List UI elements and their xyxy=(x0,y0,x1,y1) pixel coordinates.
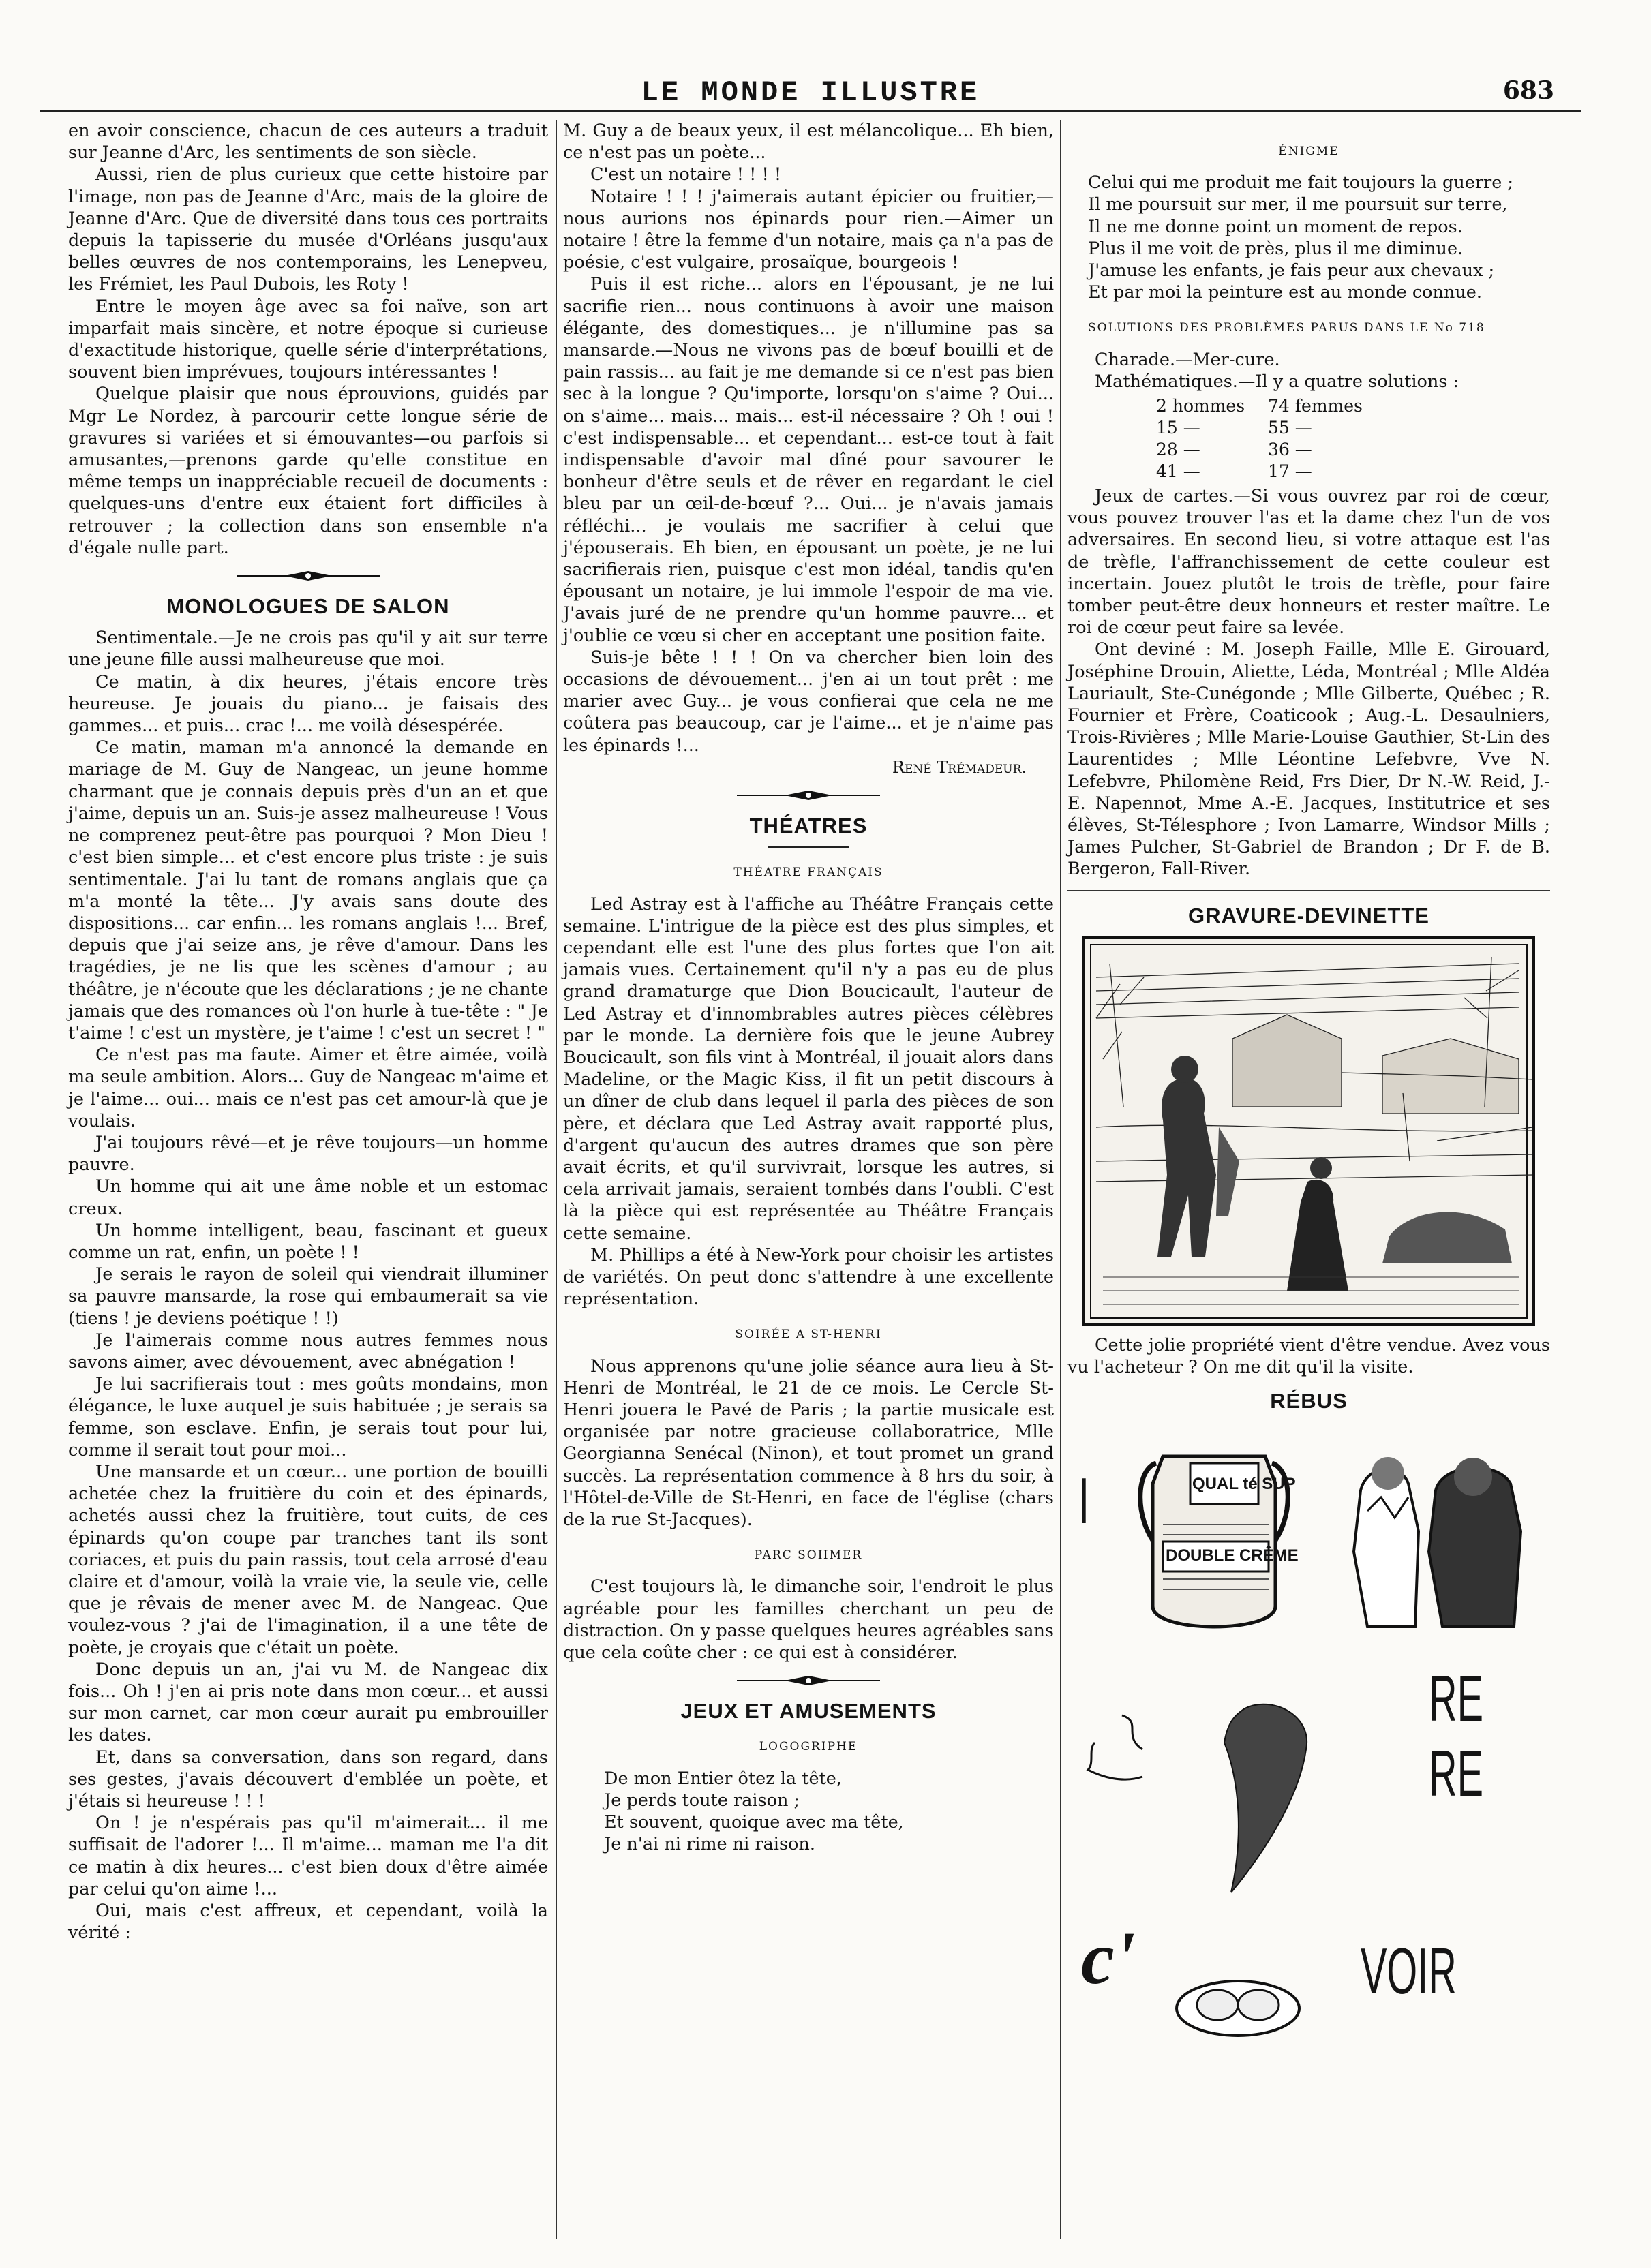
article-paragraph: On ! je n'espérais pas qu'il m'aimerait... il me suffisait de l'adorer !... Il m'aime... maman me l'a dit ce matin à dix heures... c'est bien doux d'être aimée par celui qu'on aime !... xyxy=(68,1813,548,1899)
solution-charade: Charade.—Mer-cure. xyxy=(1095,349,1280,370)
article-paragraph: M. Phillips a été à New-York pour choisir les artistes de variétés. On peut donc s'attendre à une excellente représentation. xyxy=(563,1244,1054,1310)
article-paragraph: C'est toujours là, le dimanche soir, l'endroit le plus agréable pour les familles cherchant un peu de distraction. On y passe quelques heures agréables sans que cela coûte cher : ce qui est à considérer. xyxy=(563,1576,1054,1663)
table-row: 15 — 55 — xyxy=(1156,418,1312,438)
article-paragraph: Une mansarde et un cœur... une portion de bouilli achetée chez la fruitière du coin et des épinards, achetés aussi chez la fruitière, tout cuits, de ces épinards qu'on coupe par tranches tant ils sont coriaces, et puis du pain rassis, tout cela arrosé d'eau claire et d'amour, voilà la vraie vie, la seule vie, celle que je rêvais de mener avec M. de Nangeac. Que voulez-vous ? j'ai de l'imagination, il a une tête de poète, je croyais que c'était un poète. xyxy=(68,1461,548,1658)
poem-line: J'amuse les enfants, je fais peur aux chevaux ; xyxy=(1088,260,1495,281)
header-rule xyxy=(40,110,1581,112)
poem-line: Celui qui me produit me fait toujours la guerre ; xyxy=(1088,172,1514,194)
poem-line: Il ne me donne point un moment de repos. xyxy=(1088,216,1463,237)
rebus-text-re-1: RE xyxy=(1429,1661,1484,1735)
article-paragraph: Un homme intelligent, beau, fascinant et gueux comme un rat, enfin, un poète ! ! xyxy=(68,1220,548,1263)
monologue-continued xyxy=(563,120,1054,756)
article-paragraph: Notaire ! ! ! j'aimerais autant épicier ou fruitier,—nous aurions nos épinards pour rien.—Aimer un notaire ! être la femme d'un notaire, mais ça n'a pas de poésie, c'est vulgaire, prosaïque, bourgeois ! xyxy=(563,186,1054,273)
column-2 xyxy=(563,120,1054,1855)
rebus-text-voir: VOIR xyxy=(1361,1934,1457,2008)
article-paragraph: Puis il est riche... alors en l'épousant, je ne lui sacrifie rien... nous continuons à avoir une maison élégante, des domestiques... je n'illumine pas sa mansarde.—Nous ne vivons pas de bœuf bouilli et de pain rassis... au fait je me demande si ce n'est pas bien sec à la longue ? Qu'importe, lorsqu'on s'aime ? Oui... on s'aime... mais... mais... est-il nécessaire ? Oh ! oui ! c'est indispensable... et cependant... est-ce tout à fait indispensable d'avoir mal dîné pour savourer le bonheur d'être seuls et de rêver en regardant le ciel bleu par un œil-de-bœuf ?... Oui... je n'avais jamais réfléchi... je voulais me sacrifier à celui que j'épouserais. Eh bien, en épousant un poète, je ne lui sacrifierais rien, puisque c'est mon idéal, tandis qu'en épousant un notaire, je lui immole l'espoir de ma vie. J'avais juré de ne prendre qu'un homme pauvre... et j'oublie ce vœu si cher en acceptant une position faite. xyxy=(563,274,1054,646)
poem-line: Je perds toute raison ; xyxy=(604,1790,800,1811)
rebus-letter-c: c' xyxy=(1081,1916,1136,1999)
column-3 xyxy=(1067,120,1550,2104)
subheading-soiree: SOIRÉE A ST-HENRI xyxy=(735,1328,882,1342)
poem-line: De mon Entier ôtez la tête, xyxy=(604,1768,843,1789)
newspaper-title: LE MONDE ILLUSTRE xyxy=(641,76,980,109)
article-paragraph: Aussi, rien de plus curieux que cette histoire par l'image, non pas de Jeanne d'Arc, mais de la gloire de Jeanne d'Arc. Que de diversité dans tous ces portraits depuis la tapisserie du musée d'Orléans jusqu'aux belles œuvres de nos contemporains, les Lenepveu, les Frémiet, les Paul Dubois, les Roty ! xyxy=(68,164,548,295)
gravure-caption: Cette jolie propriété vient d'être vendue. Avez vous vu l'acheteur ? On me dit qu'il la visite. xyxy=(1067,1334,1550,1378)
subheading-enigme: ÉNIGME xyxy=(1278,144,1339,158)
article-paragraph: en avoir conscience, chacun de ces auteurs a traduit sur Jeanne d'Arc, les sentiments de son siècle. xyxy=(68,121,548,164)
article-paragraph: Je l'aimerais comme nous autres femmes nous savons aimer, avec dévouement, avec abnégation ! xyxy=(68,1330,548,1373)
subheading-parc-sohmer: PARC SOHMER xyxy=(754,1548,863,1563)
two-men-icon xyxy=(1340,1450,1545,1640)
article-paragraph: Quelque plaisir que nous éprouvions, guidés par Mgr Le Nordez, à parcourir cette longue série de gravures si variées et si émouvantes—ou parfois si amusantes,—prenons garde qu'elle constitue en même temps un inappréciable recueil de documents : quelques-uns d'entre eux étaient fort difficiles à retrouver ; la collection dans son ensemble n'a d'égale nulle part. xyxy=(68,384,548,558)
column-divider-1 xyxy=(556,120,557,2239)
page-header xyxy=(40,76,1581,110)
section-heading-gravure: GRAVURE-DEVINETTE xyxy=(1187,903,1429,928)
solution-cartes: Jeux de cartes.—Si vous ouvrez par roi de cœur, vous pouvez trouver l'as et la dame chez l'un de vos adversaires. En second lieu, si votre attaque est l'as de trèfle, l'affranchissement de cette couleur est incertain. Jouez plutôt le trois de trèfle, pour faire tomber peut-être deux honneurs et rester maître. Le roi de cœur peut faire sa levée. xyxy=(1067,486,1550,639)
article-paragraph: Suis-je bête ! ! ! On va chercher bien loin des occasions de dévouement... j'en ai un tout prêt : me marier avec Guy... je vous confierai que cela ne me coûtera pas beaucoup, car je l'aime... et je n'aime pas les épinards !... xyxy=(563,647,1054,756)
article-paragraph: M. Guy a de beaux yeux, il est mélancolique... Eh bien, ce n'est pas un poète... xyxy=(563,121,1054,164)
poem-line: Et souvent, quoique avec ma tête, xyxy=(604,1812,904,1833)
subheading-solutions: SOLUTIONS DES PROBLÈMES PARUS DANS LE No 718 xyxy=(1088,321,1485,335)
rebus-text-re-2: RE xyxy=(1429,1736,1484,1810)
jar-label-bottom: DOUBLE CRÊME xyxy=(1166,1546,1299,1565)
poem-line: Plus il me voit de près, plus il me diminue. xyxy=(1088,238,1464,259)
author-signature: René Trémadeur. xyxy=(892,757,1027,777)
rebus-letter-i: I xyxy=(1078,1464,1090,1537)
article-paragraph: Oui, mais c'est affreux, et cependant, voilà la vérité : xyxy=(68,1901,548,1944)
ornament-divider xyxy=(737,1674,880,1687)
short-rule xyxy=(768,846,849,848)
article-paragraph: Led Astray est à l'affiche au Théâtre Français cette semaine. L'intrigue de la pièce est des plus simples, et cependant elle est l'une des plus fortes que l'on ait jamais vues. Certainement qu'il n'y a pas eu de plus grand dramaturge que Dion Boucicault, l'auteur de Led Astray et d'innombrables autres pièces célèbres par le monde. La dernière fois que le jeune Aubrey Boucicault, son fils vint à Montréal, il jouait alors dans Madeline, or the Magic Kiss, il fit un petit discours à un dîner de club dans lequel il parla des pièces de son père, et déclara que Led Astray avait rapporté plus, d'argent qu'aucun des autres drames que son père avait écrits, et qu'il survivrait, lorsque les autres, si cela arrivait jamais, seraient tombés dans l'oubli. C'est là la pièce qui est représentée au Théâtre Français cette semaine. xyxy=(563,893,1054,1244)
table-row: 2 hommes 74 femmes xyxy=(1156,396,1363,416)
article-paragraph: Ce matin, à dix heures, j'étais encore très heureuse. Je jouais du piano... je faisais des gammes... et puis... crac !... me voilà désespérée. xyxy=(68,671,548,737)
article-paragraph: Sentimentale.—Je ne crois pas qu'il y ait sur terre une jeune fille aussi malheureuse que moi. xyxy=(68,628,548,671)
ornament-divider xyxy=(737,789,880,801)
article-paragraph: Entre le moyen âge avec sa foi naïve, son art imparfait mais sincère, et notre époque si curieuse d'exactitude historique, quelle série d'interprétations, souvent bien imprévues, toujours intéressantes ! xyxy=(68,296,548,383)
column-1 xyxy=(68,120,548,1944)
table-row: 28 — 36 — xyxy=(1156,440,1312,460)
page-number: 683 xyxy=(1502,76,1554,105)
rule xyxy=(1067,890,1550,891)
article-paragraph: C'est un notaire ! ! ! ! xyxy=(590,164,782,185)
cow-head-icon xyxy=(1081,1708,1156,1790)
article-paragraph: J'ai toujours rêvé—et je rêve toujours—un homme pauvre. xyxy=(68,1132,548,1176)
solvers-list: Ont deviné : M. Joseph Faille, Mlle E. Girouard, Joséphine Drouin, Aliette, Léda, Montréal ; Mlle Aldéa Lauriault, Ste-Cunégonde ; Mlle Gilberte, Québec ; R. Fournier et Frère, Coaticook ; Aug.-L. Desaulniers, Trois-Rivières ; Mlle Marie-Louise Gauthier, St-Lin des Laurentides ; Mlle Léontine Lefebvre, Vve N. Lefebvre, Philomène Reid, Frs Dier, Dr N.-W. Reid, J.-E. Napennot, Mme A.-E. Jacques, Institutrice et ses élèves, St-Télesphore ; Ivon Lamarre, Windsor Mills ; James Pulcher, St-Gabriel de Brandon ; Dr F. de B. Bergeron, Fall-River. xyxy=(1067,639,1550,880)
subheading-theatre-francais: THÉATRE FRANÇAIS xyxy=(733,865,883,880)
poem-line: Il me poursuit sur mer, il me poursuit sur terre, xyxy=(1088,194,1508,215)
section-heading-rebus: RÉBUS xyxy=(1270,1389,1348,1413)
ornament-divider xyxy=(237,570,380,582)
article-paragraph: Donc depuis un an, j'ai vu M. de Nangeac dix fois... Oh ! j'en ai pris note dans mon cœur... et aussi sur mon carnet, car mon cœur aurait pu embrouiller les dates. xyxy=(68,1659,548,1746)
article-paragraph: Nous apprenons qu'une jolie séance aura lieu à St-Henri de Montréal, le 21 de ce mois. Le Cercle St-Henri jouera le Pavé de Paris ; la partie musicale est organisée par notre gracieuse collaboratrice, Mlle Georgianna Senécal (Ninon), et tout promet un grand succès. La représentation commence à 8 hrs du soir, à l'Hôtel-de-Ville de St-Henri, en face de l'église (chars de la rue St-Jacques). xyxy=(563,1355,1054,1530)
horse-tail-icon xyxy=(1204,1695,1333,1899)
article-paragraph: Ce matin, maman m'a annoncé la demande en mariage de M. Guy de Nangeac, un jeune homme charmant que je connais depuis près d'un an et que j'aime, depuis un an. Suis-je assez malheureuse ! Vous ne comprenez peut-être pas pourquoi ? Mon Dieu ! c'est bien simple... et c'est encore plus triste : je suis sentimentale. J'ai lu tant de romans anglais que ça m'a monté la tête... J'y avais sans doute des dispositions... car enfin... les romans anglais !... Bref, depuis que j'ai seize ans, je rêve d'amour. Dans les tragédies, je ne lis que les scènes d'amour ; au théâtre, je n'écoute que les déclarations ; je ne chante jamais que des romances où l'on hurle à tue-tête : " Je t'aime ! c'est un mystère, je t'aime ! c'est un secret ! " xyxy=(68,737,548,1043)
jar-label-top: QUAL té SUP xyxy=(1192,1474,1296,1493)
math-solutions-table xyxy=(1156,395,1386,482)
article-paragraph: Ce n'est pas ma faute. Aimer et être aimée, voilà ma seule ambition. Alors... Guy de Nangeac m'aime et je l'aime... oui... mais ce n'est pas cet amour-là que je voulais. xyxy=(68,1045,548,1131)
eggs-icon xyxy=(1170,1967,1306,2042)
solution-math: Mathématiques.—Il y a quatre solutions : xyxy=(1095,371,1459,392)
section-heading-theatres: THÉATRES xyxy=(749,814,868,838)
section-heading-monologues: MONOLOGUES DE SALON xyxy=(166,594,450,619)
table-row: 41 — 17 — xyxy=(1156,461,1312,482)
subheading-logogriphe: LOGOGRIPHE xyxy=(759,1740,858,1754)
article-paragraph: Et, dans sa conversation, dans son regard, dans ses gestes, j'avais découvert d'emblée un poète, et j'étais si heureuse ! ! ! xyxy=(68,1747,548,1812)
article-paragraph: Je serais le rayon de soleil qui viendrait illuminer sa pauvre mansarde, la rose qui embaumerait sa vie (tiens ! je deviens poétique ! !) xyxy=(68,1264,548,1329)
poem-line: Je n'ai ni rime ni raison. xyxy=(604,1834,815,1855)
article-paragraph: Un homme qui ait une âme noble et un estomac creux. xyxy=(68,1176,548,1219)
section-heading-jeux: JEUX ET AMUSEMENTS xyxy=(680,1699,937,1723)
rebus-puzzle xyxy=(1067,1422,1550,2104)
poem-line: Et par moi la peinture est au monde connue. xyxy=(1088,282,1482,303)
article-paragraph: Je lui sacrifierais tout : mes goûts mondains, mon élégance, le luxe auquel je suis habituée ; je serais sa femme, son esclave. Enfin, je serais tout pour lui, comme il serait tout pour moi... xyxy=(68,1374,548,1460)
column-divider-2 xyxy=(1060,120,1061,2239)
engraving-illustration xyxy=(1082,936,1535,1326)
monologue-body xyxy=(68,627,548,1944)
